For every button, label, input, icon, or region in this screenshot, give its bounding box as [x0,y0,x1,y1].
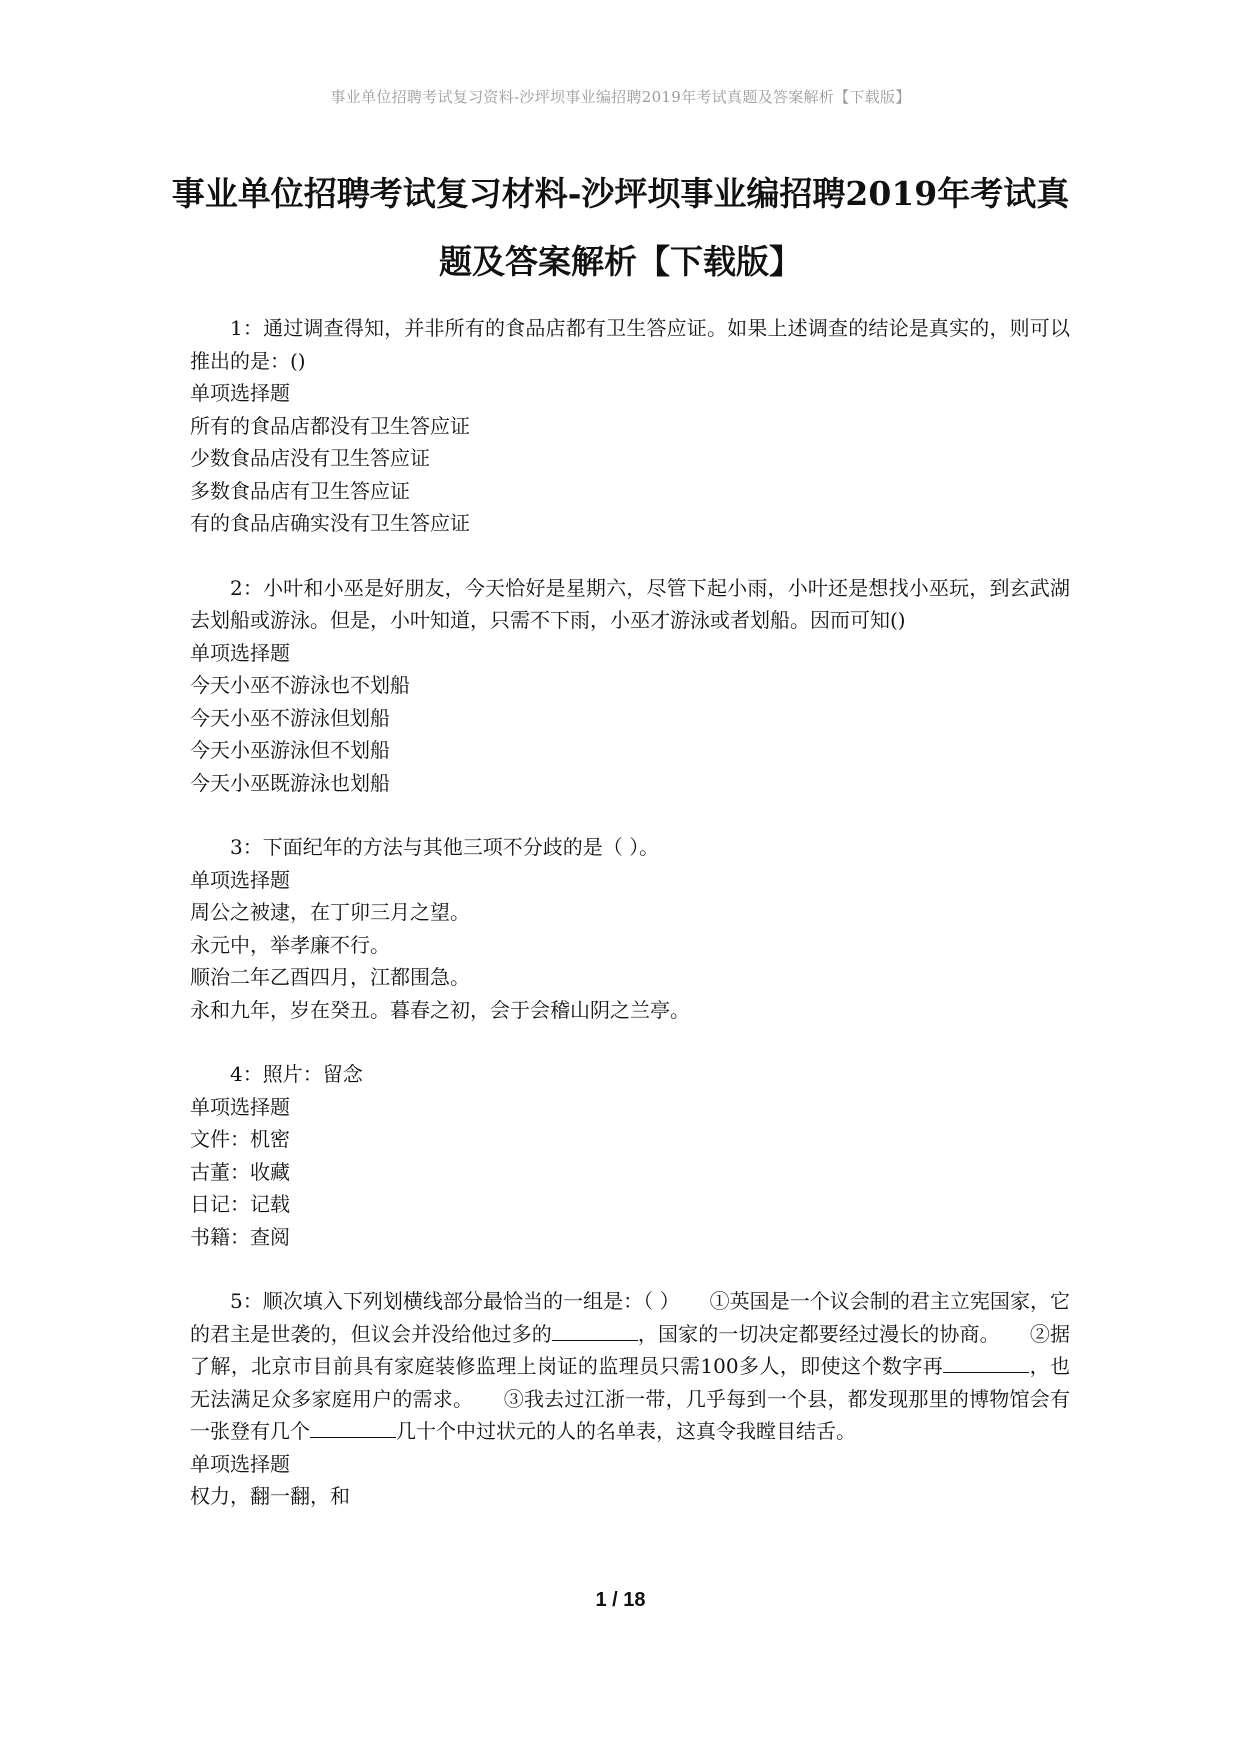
option-a: 周公之被逮，在丁卯三月之望。 [190,900,470,924]
question-stem: 3：下面纪年的方法与其他三项不分歧的是（ ）。 [230,835,660,859]
option-b: 少数食品店没有卫生答应证 [190,446,430,470]
running-header: 事业单位招聘考试复习资料-沙坪坝事业编招聘2019年考试真题及答案解析【下载版】 [330,88,911,106]
option-c: 今天小巫游泳但不划船 [190,738,390,762]
stem-text: 5：顺次填入下列划横线部分最恰当的一组是：（ ） ①英国是一个议会制的君主立宪国家，它的君主是世袭的，但议会并没给他过多的 [190,1289,1070,1346]
option-d: 今天小巫既游泳也划船 [190,770,390,795]
question-type: 单项选择题 [190,381,290,405]
stem-text: 几十个中过状元的人的名单表，这真令我瞠目结舌。 [396,1419,856,1443]
option-c: 多数食品店有卫生答应证 [190,478,410,503]
question-1 [190,312,1070,540]
option-a: 权力，翻一翻，和 [190,1484,350,1508]
question-list [190,312,1070,1545]
question-5 [190,1285,1070,1513]
option-c: 顺治二年乙酉四月，江都围急。 [190,965,470,989]
option-a: 文件：机密 [190,1127,290,1151]
option-b: 永元中，举孝廉不行。 [190,932,390,957]
question-stem: 2：小叶和小巫是好朋友，今天恰好是星期六，尽管下起小雨，小叶还是想找小巫玩，到玄武湖去划船或游泳。但是，小叶知道，只需不下雨，小巫才游泳或者划船。因而可知() [190,575,1070,632]
option-b: 今天小巫不游泳但划船 [190,705,390,730]
question-stem [190,1285,1070,1448]
page-number: 1 / 18 [595,1589,646,1611]
question-2 [190,572,1070,800]
stem-text: ，国家的一切决定都要经过漫长的协商。 ②据了解，北京市目前具有家庭装修监理上岗证的监理员只需100多人，即使这个数字再 [190,1321,1071,1378]
question-type: 单项选择题 [190,1451,290,1476]
option-c: 日记：记载 [190,1192,290,1216]
document-title: 事业单位招聘考试复习材料-沙坪坝事业编招聘2019年考试真题及答案解析【下载版】 [171,174,1070,281]
option-a: 所有的食品店都没有卫生答应证 [190,413,470,438]
question-4 [190,1058,1070,1253]
question-stem: 1：通过调查得知，并非所有的食品店都有卫生答应证。如果上述调查的结论是真实的，则可以推出的是：() [190,316,1070,373]
question-type: 单项选择题 [190,640,290,665]
option-a: 今天小巫不游泳也不划船 [190,673,410,697]
option-d: 永和九年，岁在癸丑。暮春之初，会于会稽山阴之兰亭。 [190,997,690,1022]
question-type: 单项选择题 [190,1094,290,1119]
option-d: 有的食品店确实没有卫生答应证 [190,511,470,535]
stem-text: ，也无法满足众多家庭用户的需求。 ③我去过江浙一带，几乎每到一个县，都发现那里的博物馆会有一张登有几个 [190,1354,1070,1443]
fill-blank-line [552,1320,638,1341]
fill-blank-line [310,1417,396,1438]
option-d: 书籍：查阅 [190,1224,290,1249]
question-3 [190,831,1070,1026]
question-stem: 4：照片：留念 [230,1062,363,1086]
question-type: 单项选择题 [190,867,290,892]
option-b: 古董：收藏 [190,1159,290,1184]
fill-blank-line [943,1352,1029,1373]
